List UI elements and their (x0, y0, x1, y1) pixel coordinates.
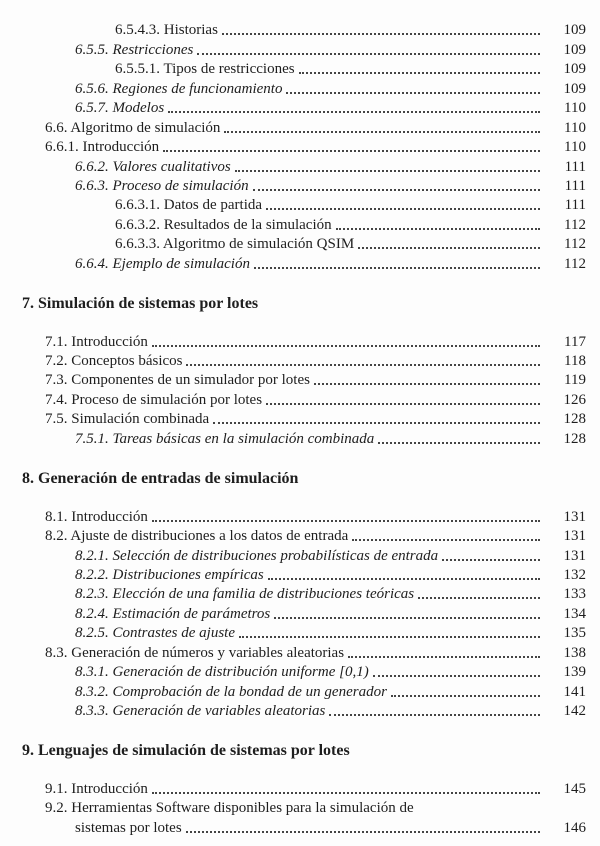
toc-entry-label: 8.2. Ajuste de distribuciones a los datos de entrada (45, 528, 349, 545)
toc-entry-label: 8.3.3. Generación de variables aleatorias (75, 703, 326, 719)
toc-page-number: 141 (563, 683, 586, 700)
dot-leader (197, 53, 540, 55)
toc-page-number: 117 (564, 333, 586, 350)
toc-entry-label: 8.2.1. Selección de distribuciones probabilísticas de entrada (75, 547, 439, 564)
toc-entry-label-wrap (0, 197, 552, 214)
toc-page-number: 146 (563, 819, 586, 836)
toc-entry (0, 798, 600, 837)
toc-entry-label-wrap (0, 61, 552, 78)
toc-entry-label: 7.5. Simulación combinada (45, 411, 210, 428)
toc-entry-label: 7.5.1. Tareas básicas en la simulación combinada (75, 430, 375, 447)
toc-entry-label: 8.2.3. Elección de una familia de distribuciones teóricas (75, 586, 415, 603)
toc-page-number: 138 (563, 644, 586, 661)
toc-entry-label: 6.5.5.1. Tipos de restricciones (115, 61, 295, 78)
toc-entry-label-wrap (0, 684, 552, 701)
toc-section (0, 741, 600, 837)
toc-entry (0, 253, 600, 272)
toc-page-number: 119 (564, 372, 586, 389)
dot-leader (253, 189, 540, 191)
toc-section (0, 469, 600, 720)
toc-entry-label-wrap (0, 334, 552, 351)
table-of-contents (0, 20, 600, 837)
toc-page-number: 135 (563, 625, 586, 642)
toc-entry-label: 6.5.4.3. Historias (115, 22, 218, 39)
dot-leader (373, 675, 540, 677)
toc-entry-label-wrap (0, 178, 552, 195)
toc-entry-label-wrap (0, 606, 552, 623)
toc-entry-label: 7.2. Conceptos básicos (45, 353, 183, 369)
toc-entry (0, 545, 600, 564)
toc-entry (0, 662, 600, 681)
toc-entry-label: 6.6.3.2. Resultados de la simulación (115, 216, 332, 233)
toc-page-number: 142 (563, 703, 586, 719)
toc-entry-label: 6.6. Algoritmo de simulación (45, 119, 221, 136)
dot-leader (268, 578, 540, 580)
toc-entry (0, 59, 600, 78)
toc-page-number: 131 (563, 547, 586, 564)
dot-leader (186, 831, 540, 833)
toc-page-number: 112 (564, 216, 586, 233)
toc-entry-line (0, 798, 586, 817)
toc-page-number: 134 (563, 605, 586, 622)
toc-entry-label: 9.1. Introducción (45, 780, 148, 797)
toc-entry-label-wrap (0, 217, 552, 234)
toc-entry-label: 6.6.3.1. Datos de partida (115, 197, 263, 214)
toc-section (0, 294, 600, 448)
toc-page-number: 110 (564, 119, 586, 136)
dot-leader (299, 72, 540, 74)
toc-entry-label-wrap (0, 81, 552, 98)
toc-page-number: 128 (563, 411, 586, 428)
toc-page-number: 110 (564, 100, 586, 117)
toc-entry-label: 9.2. Herramientas Software disponibles para la simulación de (45, 800, 414, 817)
toc-entry-label: 8.1. Introducción (45, 508, 148, 525)
toc-entry (0, 778, 600, 797)
toc-entry-line (0, 817, 586, 836)
dot-leader (286, 92, 540, 94)
dot-leader (442, 559, 540, 561)
toc-page-number: 109 (563, 61, 586, 78)
toc-entry-label-wrap (0, 353, 552, 370)
toc-entry-label-wrap (0, 139, 552, 156)
toc-entry-label: 7.4. Proceso de simulación por lotes (45, 391, 263, 408)
toc-entry-label-wrap (0, 392, 552, 409)
dot-leader (186, 364, 540, 366)
dot-leader (168, 111, 540, 113)
toc-entry-label-wrap (0, 22, 552, 39)
toc-entry-label: 7.3. Componentes de un simulador por lotes (45, 372, 310, 389)
toc-page-number: 126 (563, 391, 586, 408)
toc-entry (0, 234, 600, 253)
toc-entry (0, 506, 600, 525)
dot-leader (152, 520, 540, 522)
toc-entry-label-wrap (0, 42, 552, 59)
toc-entry-label-wrap (0, 159, 552, 176)
toc-entry (0, 623, 600, 642)
dot-leader (391, 695, 540, 697)
toc-page-number: 131 (563, 508, 586, 525)
toc-entry (0, 331, 600, 350)
toc-entry (0, 20, 600, 39)
toc-entry (0, 98, 600, 117)
toc-section (0, 20, 600, 273)
dot-leader (378, 442, 540, 444)
toc-entry (0, 681, 600, 700)
toc-page-number: 112 (564, 236, 586, 253)
dot-leader (213, 422, 540, 424)
dot-leader (152, 792, 540, 794)
chapter-heading: 9. Lenguajes de simulación de sistemas por lotes (22, 742, 350, 759)
toc-page-number: 112 (564, 255, 586, 272)
toc-entry-label-wrap (0, 664, 552, 681)
chapter-heading: 8. Generación de entradas de simulación (22, 469, 299, 487)
toc-entry (0, 78, 600, 97)
dot-leader (329, 714, 540, 716)
toc-page-number: 131 (563, 528, 586, 545)
dot-leader (348, 656, 540, 658)
toc-entry-label-wrap (0, 372, 552, 389)
toc-entry (0, 195, 600, 214)
toc-entry-label-wrap (0, 256, 552, 273)
toc-entry-label-wrap (0, 820, 552, 837)
toc-entry-label: 6.6.1. Introducción (45, 139, 160, 156)
toc-entry-label: 6.5.5. Restricciones (75, 41, 194, 58)
toc-page-number: 109 (563, 80, 586, 97)
toc-entry-label: 6.6.4. Ejemplo de simulación (75, 255, 250, 272)
toc-page-number: 139 (563, 664, 586, 681)
dot-leader (336, 228, 540, 230)
toc-entry (0, 39, 600, 58)
toc-entry-label-wrap (0, 528, 552, 545)
toc-entry-label: 8.3. Generación de números y variables aleatorias (45, 644, 345, 661)
chapter-heading: 7. Simulación de sistemas por lotes (22, 294, 259, 312)
toc-entry-label-continued: sistemas por lotes (75, 819, 182, 836)
toc-page-number: 111 (564, 158, 586, 175)
toc-page-number: 145 (563, 780, 586, 797)
dot-leader (254, 267, 540, 269)
toc-entry (0, 603, 600, 622)
toc-page-number: 132 (563, 566, 586, 583)
toc-page-number: 118 (564, 353, 586, 369)
toc-entry-label-wrap (0, 645, 552, 662)
toc-entry-label: 6.6.2. Valores cualitativos (75, 158, 231, 175)
toc-entry (0, 370, 600, 389)
toc-entry-label-wrap (0, 781, 552, 798)
toc-entry (0, 565, 600, 584)
toc-entry-label-wrap (0, 548, 552, 565)
toc-entry-label-wrap (0, 625, 552, 642)
dot-leader (224, 131, 540, 133)
toc-entry (0, 214, 600, 233)
toc-entry-label: 6.6.3.3. Algoritmo de simulación QSIM (115, 236, 355, 253)
toc-entry-label: 7.1. Introducción (45, 333, 148, 350)
dot-leader (163, 150, 540, 152)
toc-entry (0, 409, 600, 428)
dot-leader (352, 539, 540, 541)
toc-page-number: 111 (564, 177, 586, 194)
dot-leader (266, 208, 540, 210)
dot-leader (358, 247, 540, 249)
toc-entry (0, 176, 600, 195)
toc-entry-label: 8.2.4. Estimación de parámetros (75, 605, 271, 622)
toc-entry-label-wrap (0, 411, 552, 428)
toc-entry (0, 117, 600, 136)
toc-entry (0, 428, 600, 447)
toc-entry-label-wrap (0, 431, 552, 448)
toc-entry-label-wrap (0, 120, 552, 137)
toc-entry (0, 351, 600, 370)
toc-entry (0, 584, 600, 603)
dot-leader (314, 383, 540, 385)
toc-entry-label-wrap (0, 703, 552, 720)
toc-entry-label: 8.3.2. Comprobación de la bondad de un generador (75, 683, 387, 700)
toc-entry (0, 156, 600, 175)
toc-entry-label-wrap (0, 100, 552, 117)
toc-entry (0, 389, 600, 408)
toc-entry-label: 6.5.6. Regiones de funcionamiento (75, 80, 283, 97)
toc-entry-label: 8.3.1. Generación de distribución uniforme [0,1) (75, 664, 369, 681)
toc-page-number: 111 (564, 197, 586, 214)
toc-entry (0, 137, 600, 156)
toc-page-number: 109 (563, 22, 586, 39)
toc-page-number: 133 (563, 586, 586, 603)
toc-entry-label-wrap (0, 567, 552, 584)
dot-leader (274, 617, 540, 619)
dot-leader (266, 403, 540, 405)
toc-entry (0, 526, 600, 545)
toc-page-number: 109 (563, 41, 586, 58)
toc-page-number: 128 (563, 430, 586, 447)
toc-entry-label-wrap (0, 586, 552, 603)
dot-leader (418, 597, 540, 599)
dot-leader (152, 345, 540, 347)
dot-leader (239, 636, 540, 638)
toc-entry-label: 6.6.3. Proceso de simulación (75, 177, 249, 194)
toc-entry-label-wrap (0, 236, 552, 253)
toc-entry (0, 701, 600, 720)
dot-leader (222, 33, 540, 35)
toc-entry-label: 6.5.7. Modelos (75, 100, 165, 117)
dot-leader (235, 170, 540, 172)
toc-page-number: 110 (564, 139, 586, 156)
toc-entry-label: 8.2.2. Distribuciones empíricas (75, 566, 264, 583)
toc-entry-label-wrap (0, 509, 552, 526)
toc-entry (0, 642, 600, 661)
toc-entry-label: 8.2.5. Contrastes de ajuste (75, 625, 235, 642)
